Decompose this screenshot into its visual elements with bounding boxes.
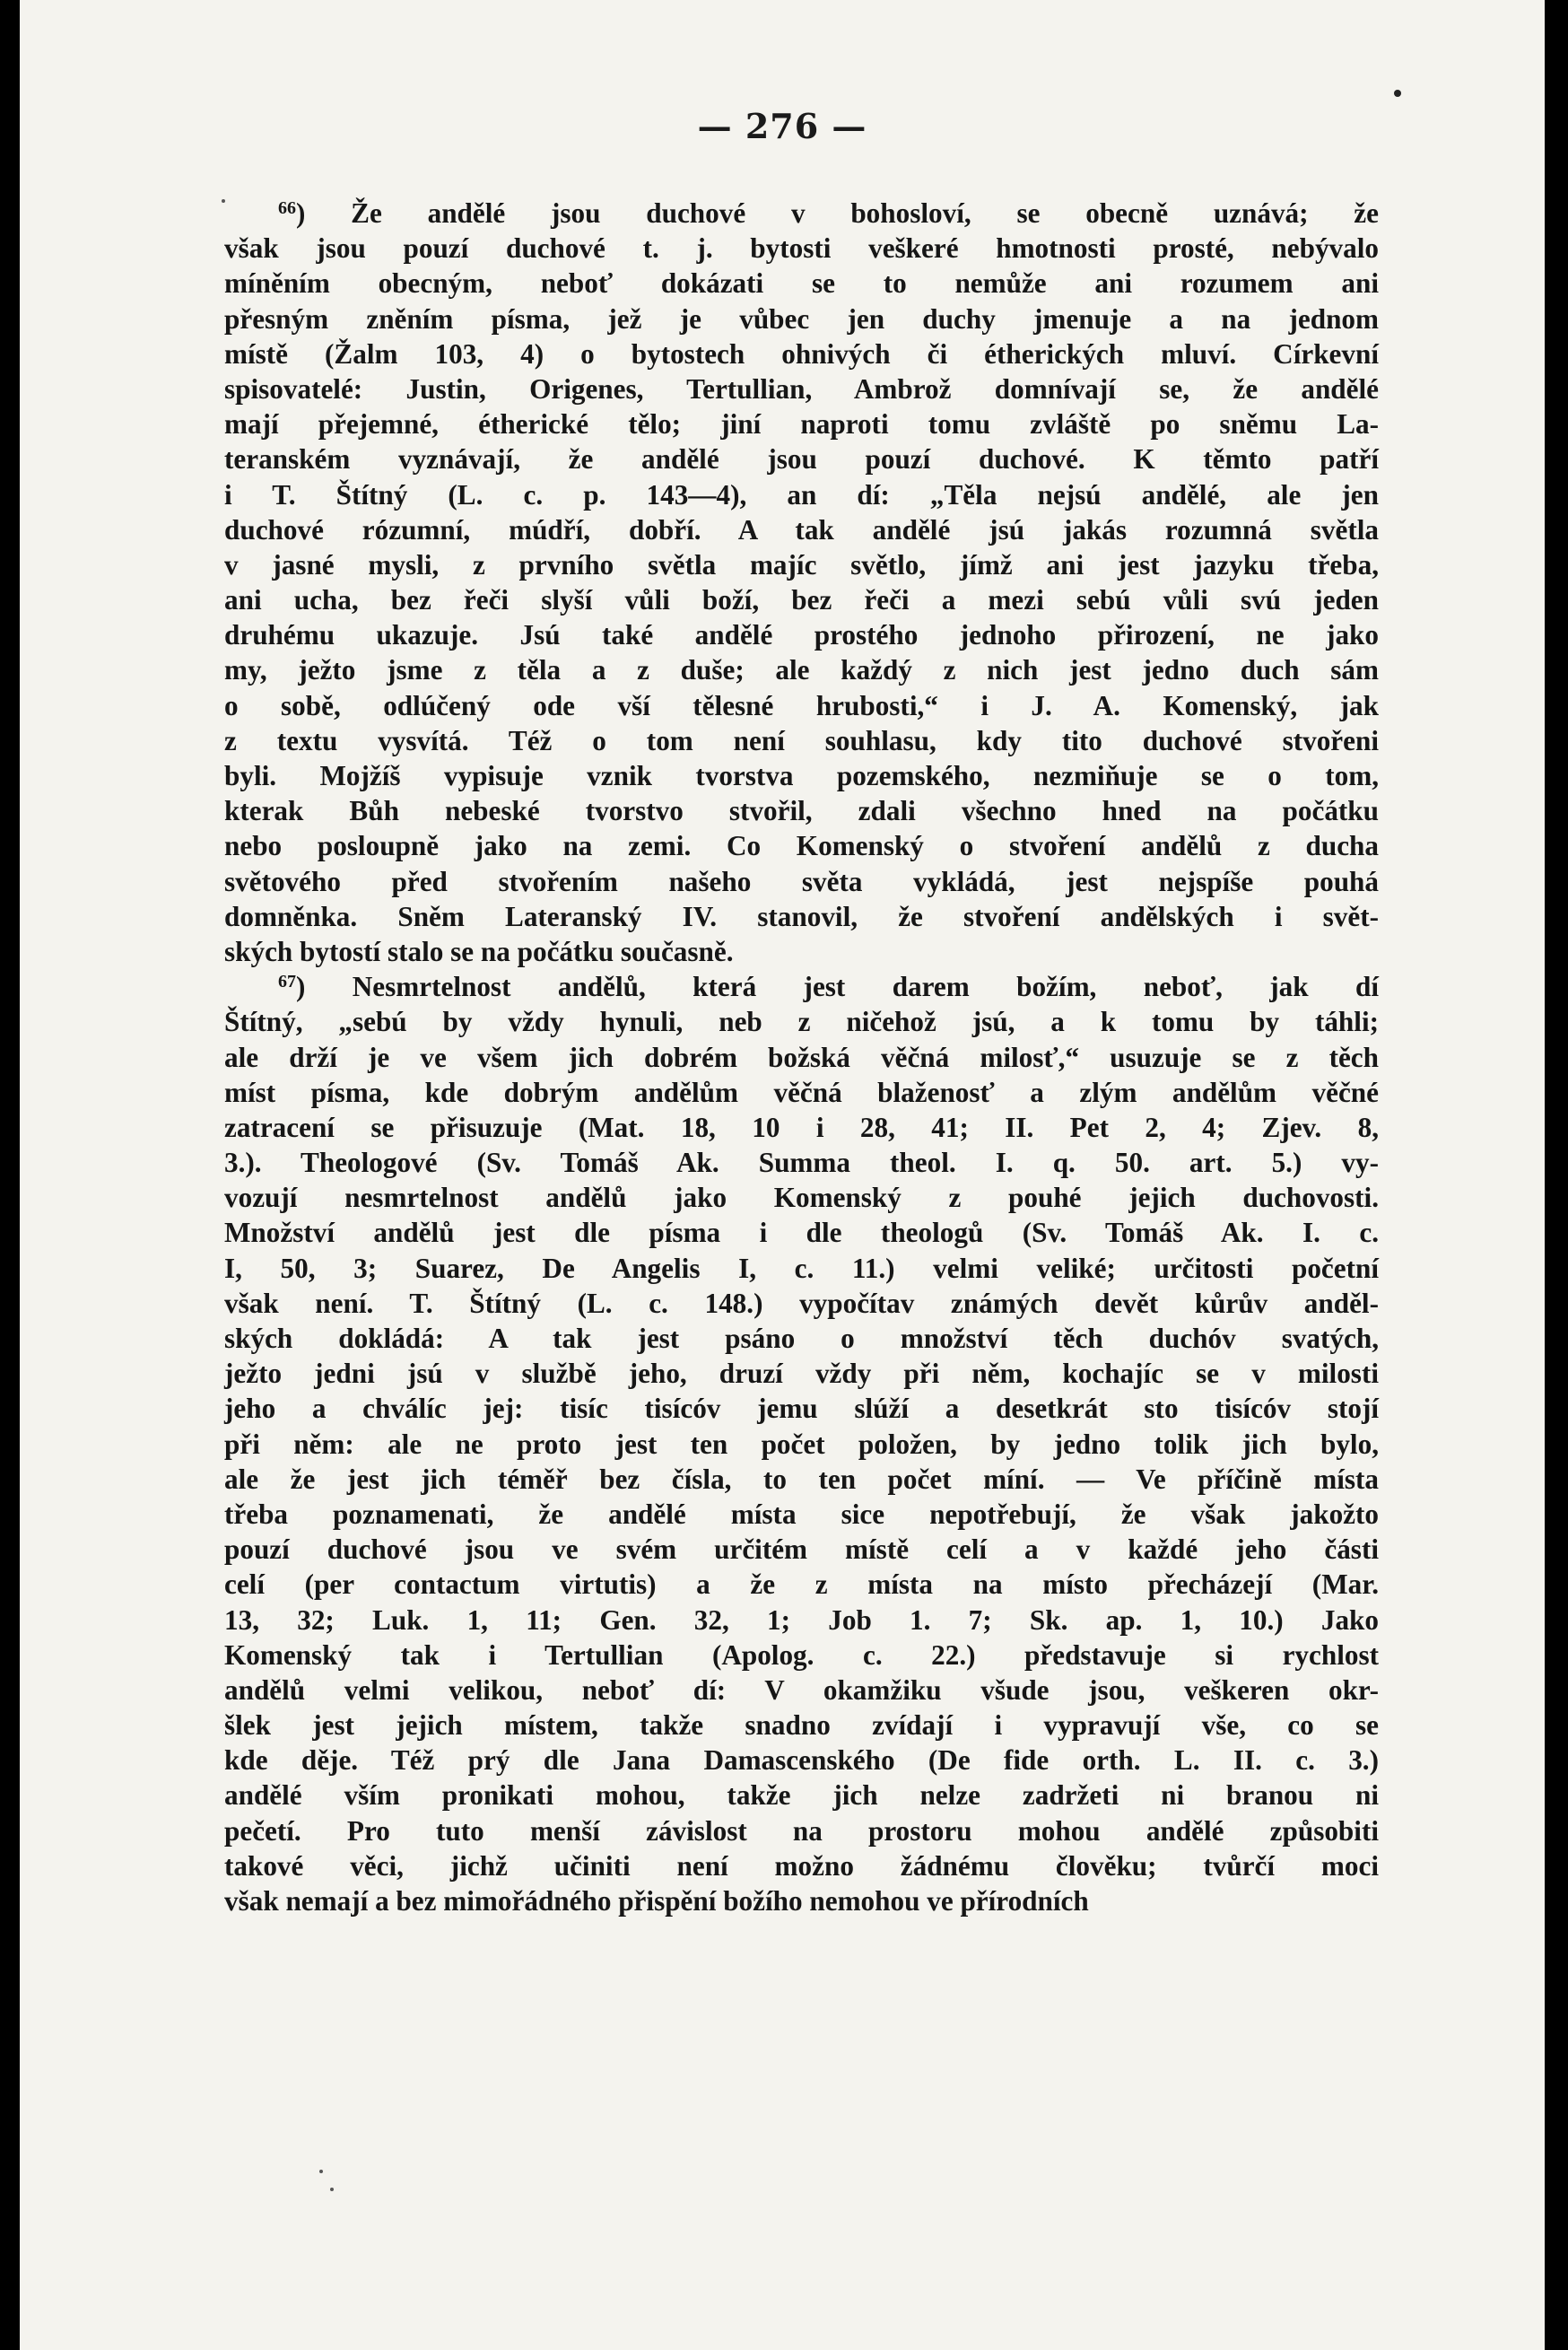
text-line [224, 512, 1379, 547]
text-line [224, 1883, 1379, 1918]
text-line [224, 1321, 1379, 1356]
line-text: z textu vysvítá. Též o tom není souhlasu, kdy tito duchové stvořeni [224, 724, 1379, 756]
text-line [224, 1215, 1379, 1250]
text-line [224, 582, 1379, 617]
ink-speck [1394, 90, 1401, 97]
line-text: spisovatelé: Justin, Origenes, Tertullian, Ambrož domnívají se, že andělé [224, 372, 1379, 405]
line-text: byli. Mojžíš vypisuje vznik tvorstva pozemského, nezmiňuje se o tom, [224, 760, 1379, 791]
line-text: v jasné mysli, z prvního světla majíc světlo, jímž ani jest jazyku třeba, [224, 548, 1379, 581]
text-line [224, 1391, 1379, 1426]
text-line [224, 1638, 1379, 1673]
text-line [224, 301, 1379, 336]
text-line [224, 1813, 1379, 1848]
text-line [224, 1462, 1379, 1497]
footnote-marker: 66 [278, 198, 296, 218]
text-line [224, 1427, 1379, 1462]
line-text: i T. Štítný (L. c. p. 143—4), an dí: „Těla nejsú andělé, ale jen [224, 478, 1379, 511]
text-line [224, 547, 1379, 582]
text-line [224, 758, 1379, 793]
text-line [224, 1145, 1379, 1180]
margin-speck [319, 2170, 323, 2173]
line-text: světového před stvořením našeho světa vykládá, jest nejspíše pouhá [224, 865, 1379, 897]
line-text: ských dokládá: A tak jest psáno o množství těch duchóv svatých, [224, 1323, 1379, 1354]
line-text: ale drží je ve všem jich dobrém božská věčná milosť,“ usuzuje se z těch [224, 1041, 1379, 1073]
line-text: celí (per contactum virtutis) a že z místa na místo přecházejí (Mar. [224, 1568, 1379, 1601]
line-text: Komenský tak i Tertullian (Apolog. c. 22.) představuje si rychlost [224, 1638, 1379, 1671]
line-text: ježto jedni jsú v službě jeho, druzí vždy při něm, kochajíc se v milosti [224, 1358, 1379, 1390]
text-line [224, 1286, 1379, 1321]
text-line [224, 266, 1379, 301]
line-text: míněním obecným, neboť dokázati se to nemůže ani rozumem ani [224, 267, 1379, 300]
text-line [224, 1110, 1379, 1145]
line-text: však nemají a bez mimořádného přispění božího nemohou ve přírodních [224, 1885, 1089, 1917]
line-text: při něm: ale ne proto jest ten počet položen, by jedno tolik jich bylo, [224, 1428, 1379, 1460]
line-text: míst písma, kde dobrým andělům věčná blaženosť a zlým andělům věčné [224, 1076, 1379, 1108]
line-text: kterak Bůh nebeské tvorstvo stvořil, zdali všechno hned na počátku [224, 795, 1379, 827]
text-line [224, 864, 1379, 899]
line-text: duchové rózumní, múdří, dobří. A tak andělé jsú jakás rozumná světla [224, 513, 1379, 546]
line-text: teranském vyznávají, že andělé jsou pouzí duchové. K těmto patří [224, 443, 1379, 476]
text-line [224, 723, 1379, 758]
footnote-66 [224, 196, 1379, 969]
footnote-marker: 67 [278, 972, 296, 992]
footnotes-text [224, 196, 1379, 1918]
text-line [224, 1356, 1379, 1391]
scanned-page [20, 0, 1545, 2350]
line-text: Nesmrtelnost andělů, která jest darem božím, neboť, jak dí [352, 971, 1380, 1003]
line-text: Že andělé jsou duchové v bohosloví, se obecně uznává; že [351, 197, 1379, 229]
line-text: zatracení se přisuzuje (Mat. 18, 10 i 28, 41; II. Pet 2, 4; Zjev. 8, [224, 1111, 1379, 1143]
text-line [224, 1040, 1379, 1075]
line-text: o sobě, odlúčený ode vší tělesné hrubosti,“ i J. A. Komenský, jak [224, 689, 1379, 721]
text-line [224, 1743, 1379, 1778]
text-line [224, 441, 1379, 476]
page-number: — 276 — [697, 106, 867, 146]
line-text: vozují nesmrtelnost andělů jako Komenský z pouhé jejich duchovosti. [224, 1182, 1379, 1214]
text-line [224, 899, 1379, 934]
line-text: mají přejemné, étherické tělo; jiní naproti tomu zvláště po sněmu La- [224, 408, 1379, 441]
line-text: však jsou pouzí duchové t. j. bytosti veškeré hmotnosti prosté, nebývalo [224, 232, 1379, 265]
line-text: takové věci, jichž učiniti není možno žádnému člověku; tvůrčí moci [224, 1849, 1379, 1882]
text-line [224, 1673, 1379, 1708]
line-text: pečetí. Pro tuto menší závislost na prostoru mohou andělé způsobiti [224, 1814, 1379, 1847]
line-text: 13, 32; Luk. 1, 11; Gen. 32, 1; Job 1. 7; Sk. ap. 1, 10.) Jako [224, 1603, 1379, 1636]
text-line [224, 793, 1379, 828]
line-text: šlek jest jejich místem, takže snadno zvídají i vypravují vše, co se [224, 1709, 1379, 1742]
text-line [224, 652, 1379, 687]
text-line [224, 1532, 1379, 1567]
line-text: ani ucha, bez řeči slyší vůli boží, bez řeči a mezi sebú vůli svú jeden [224, 584, 1379, 616]
line-text: přesným zněním písma, jež je vůbec jen duchy jmenuje a na jednom [224, 302, 1379, 335]
text-line [224, 934, 1379, 969]
text-line: $^{67}$) Nesmrtelnost andělů, která jest darem božím, neboť, jak dí [278, 971, 1380, 1003]
line-text: andělů velmi velikou, neboť dí: V okamžiku všude jsou, veškeren okr- [224, 1673, 1379, 1706]
text-line [224, 828, 1379, 863]
line-text: druhému ukazuje. Jsú také andělé prostého jednoho přirození, ne jako [224, 619, 1379, 651]
text-line [224, 1497, 1379, 1532]
text-line [224, 1180, 1379, 1215]
footnote-67 [224, 969, 1379, 1918]
text-line [224, 1004, 1379, 1039]
line-text: nebo posloupně jako na zemi. Co Komenský o stvoření andělů z ducha [224, 830, 1379, 862]
text-line: $^{66}$) Že andělé jsou duchové v bohosloví, se obecně uznává; že [278, 197, 1379, 229]
text-line [224, 477, 1379, 512]
line-text: I, 50, 3; Suarez, De Angelis I, c. 11.) velmi veliké; určitosti početní [224, 1252, 1379, 1284]
line-text: my, ježto jsme z těla a z duše; ale každý z nich jest jedno duch sám [224, 654, 1379, 686]
text-line [224, 1075, 1379, 1110]
text-line [224, 1567, 1379, 1602]
line-text: pouzí duchové jsou ve svém určitém místě celí a v každé jeho části [224, 1533, 1379, 1566]
line-text: andělé vším pronikati mohou, takže jich nelze zadržeti ni branou ni [224, 1779, 1379, 1812]
line-text: však není. T. Štítný (L. c. 148.) vypočítav známých devět kůrův anděl- [224, 1287, 1379, 1319]
line-text: jeho a chválíc jej: tisíc tisícóv jemu slúží a desetkrát sto tisícóv stojí [224, 1393, 1379, 1425]
text-line [224, 1778, 1379, 1813]
text-line [224, 371, 1379, 406]
text-line [224, 1251, 1379, 1286]
text-line [224, 688, 1379, 723]
line-text: kde děje. Též prý dle Jana Damascenského (De fide orth. L. II. c. 3.) [224, 1744, 1379, 1777]
line-text: Množství andělů jest dle písma i dle theologů (Sv. Tomáš Ak. I. c. [224, 1217, 1379, 1249]
margin-speck [330, 2188, 334, 2191]
line-text: ských bytostí stalo se na počátku současně. [224, 935, 734, 967]
text-line [224, 336, 1379, 371]
line-text: Štítný, „sebú by vždy hynuli, neb z ničehož jsú, a k tomu by táhli; [224, 1006, 1379, 1038]
text-line [224, 617, 1379, 652]
line-text: třeba poznamenati, že andělé místa sice nepotřebují, že však jakožto [224, 1498, 1379, 1530]
text-line [224, 1603, 1379, 1638]
text-line [224, 1848, 1379, 1883]
line-text: 3.). Theologové (Sv. Tomáš Ak. Summa theol. I. q. 50. art. 5.) vy- [224, 1147, 1379, 1179]
text-line [224, 406, 1379, 441]
text-line [224, 231, 1379, 266]
line-text: místě (Žalm 103, 4) o bytostech ohnivých či étherických mluví. Církevní [224, 337, 1379, 370]
text-line [224, 1708, 1379, 1743]
line-text: domněnka. Sněm Lateranský IV. stanovil, že stvoření andělských i svět- [224, 900, 1379, 932]
line-text: ale že jest jich téměř bez čísla, to ten počet míní. — Ve příčině místa [224, 1463, 1379, 1495]
